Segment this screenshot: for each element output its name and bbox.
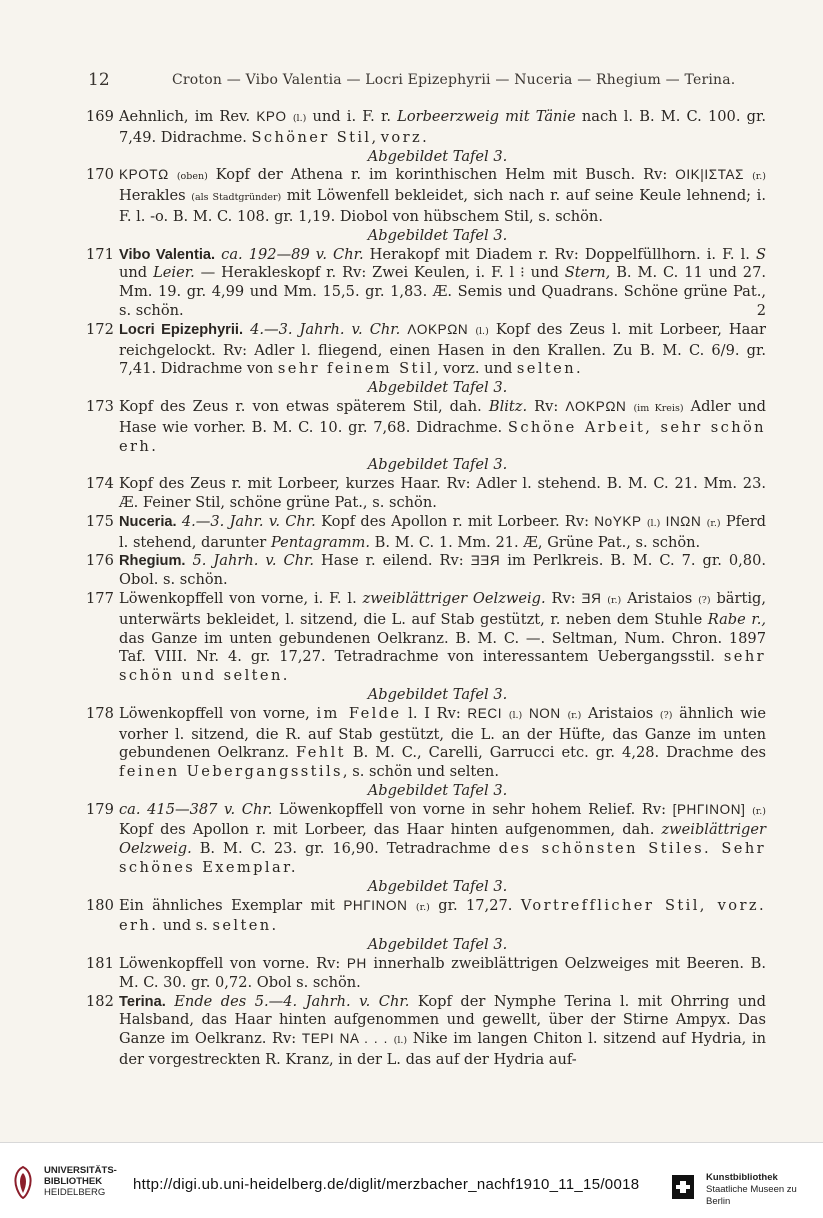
entry-text: Kopf des Zeus r. von etwas späterem Stil, dah. Blitz. Rv: ΛOKPΩN (im Kreis) Adler und Hase wie vorher. B. M. C. 10. gr. 7,68. Didrachme. Schöne Arbeit, sehr schön erh. bbox=[119, 397, 766, 455]
catalogue-entry bbox=[86, 321, 766, 398]
entry-text: Nuceria. 4.—3. Jahr. v. Chr. Kopf des Apollon r. mit Lorbeer. Rv: NoYKP (l.) INΩN (r.) Pferd l. stehend, darunter Pentagramm. B. M. C. 1. Mm. 21. Æ, Grüne Pat., s. schön. bbox=[119, 512, 767, 551]
plate-caption: Abgebildet Tafel 3. bbox=[367, 226, 508, 244]
plate-caption: Abgebildet Tafel 3. bbox=[367, 456, 508, 474]
entry-text: Locri Epizephyrii. 4.—3. Jahrh. v. Chr. ΛOKPΩN (l.) Kopf des Zeus l. mit Lorbeer, Haar reichgelockt. Rv: Adler l. fliegend, einen Hasen in den Krallen. Zu B. M. C. 6/9. gr. 7,41. Didrachme von sehr feinem Stil, vorz. und selten. bbox=[119, 320, 767, 378]
entry-number: 170 bbox=[86, 166, 114, 184]
entry-number: 171 bbox=[86, 245, 114, 263]
entry-text: Terina. Ende des 5.—4. Jahrh. v. Chr. Kopf der Nymphe Terina l. mit Ohrring und Halsband, das Haar hinten aufgenommen und gewellt, über der Stirne Ampyx. Das Ganze im Oelkranz. Rv: TEPI NA . . . (l.) Nike im langen Chiton l. sitzend auf Hydria, in der vorgestreckten R. Kranz, in der L. das auf der Hydria auf- bbox=[119, 992, 767, 1069]
plate-caption: Abgebildet Tafel 3. bbox=[367, 781, 508, 799]
entry-number: 180 bbox=[86, 896, 114, 914]
catalogue-entry bbox=[86, 108, 766, 166]
university-library-logo-icon bbox=[10, 1165, 36, 1199]
entry-text: Löwenkopffell von vorne, i. F. l. zweiblättriger Oelzweig. Rv: ƎЯ (r.) Aristaios (?) bärtig, unterwärts bekleidet, l. sitzend, die L. auf Stab gestützt, r. neben dem Stuhle Rabe r., das Ganze im unten gebundenen Oelkranz. B. M. C. —. Seltman, Num. Chron. 1897 Taf. VIII. Nr. 4. gr. 17,27. Tetradrachme von interessantem Uebergangsstil. sehr schön und selten. bbox=[119, 589, 766, 685]
entry-text: Kopf des Zeus r. mit Lorbeer, kurzes Haar. Rv: Adler l. stehend. B. M. C. 21. Mm. 23. Æ. Feiner Stil, schöne grüne Pat., s. schön. bbox=[119, 475, 766, 511]
entry-number: 181 bbox=[86, 955, 114, 973]
entry-text: ca. 415—387 v. Chr. Löwenkopffell von vorne in sehr hohem Relief. Rv: [PHΓINON] (r.) Kopf des Apollon r. mit Lorbeer, das Haar hinten aufgenommen, dah. zweiblättriger Oelzweig. B. M. C. 23. gr. 16,90. Tetradrachme des schönsten Stiles. Sehr schönes Exemplar. bbox=[119, 800, 766, 877]
entry-text: Rhegium. 5. Jahrh. v. Chr. Hase r. eilend. Rv: ƎƎЯ im Perlkreis. B. M. C. 7. gr. 0,80. Obol. s. schön. bbox=[119, 552, 766, 589]
plate-caption: Abgebildet Tafel 3. bbox=[367, 379, 508, 397]
catalogue-entry bbox=[86, 166, 766, 245]
catalogue-entry bbox=[86, 398, 766, 475]
kunstbibliothek-logo-icon bbox=[670, 1173, 696, 1201]
catalogue-entry bbox=[86, 552, 766, 590]
page-header bbox=[88, 70, 768, 92]
plate-caption: Abgebildet Tafel 3. bbox=[367, 877, 508, 895]
catalogue-entries bbox=[86, 108, 766, 1070]
catalogue-entry bbox=[86, 705, 766, 801]
entry-number: 173 bbox=[86, 397, 114, 415]
catalogue-entry bbox=[86, 897, 766, 955]
university-library-name: UNIVERSITÄTS- BIBLIOTHEK HEIDELBERG bbox=[44, 1165, 117, 1198]
lot-count: 2 bbox=[756, 301, 766, 319]
permalink-url[interactable]: http://digi.ub.uni-heidelberg.de/diglit/merzbacher_nachf1910_11_15/0018 bbox=[133, 1176, 640, 1193]
entry-number: 175 bbox=[86, 512, 114, 530]
running-title: Croton — Vibo Valentia — Locri Epizephyrii — Nuceria — Rhegium — Terina. bbox=[172, 72, 736, 88]
entry-number: 169 bbox=[86, 108, 114, 125]
catalogue-entry bbox=[86, 513, 766, 553]
catalogue-entry bbox=[86, 955, 766, 993]
entry-text: Ein ähnliches Exemplar mit PHΓINON (r.) gr. 17,27. Vortrefflicher Stil, vorz. erh. und s. selten. bbox=[119, 896, 766, 935]
plate-caption: Abgebildet Tafel 3. bbox=[367, 147, 508, 165]
entry-number: 176 bbox=[86, 552, 114, 570]
entry-text: Löwenkopffell von vorne, im Felde l. I Rv: RECI (l.) NON (r.) Aristaios (?) ähnlich wie vorher l. sitzend, die R. auf Stab gestützt, die L. an der Hüfte, das Ganze im unten gebundenen Oelkranz. Fehlt B. M. C., Carelli, Garrucci etc. gr. 4,28. Drachme des feinen Uebergangsstils, s. schön und selten. bbox=[119, 704, 767, 781]
page-number: 12 bbox=[88, 70, 110, 90]
catalogue-entry bbox=[86, 246, 766, 321]
entry-number: 179 bbox=[86, 800, 114, 818]
plate-caption: Abgebildet Tafel 3. bbox=[367, 936, 508, 954]
entry-number: 177 bbox=[86, 589, 114, 607]
plate-caption: Abgebildet Tafel 3. bbox=[367, 685, 508, 703]
entry-text: Vibo Valentia. ca. 192—89 v. Chr. Herakopf mit Diadem r. Rv: Doppelfüllhorn. i. F. l. S und Leier. — Herakleskopf r. Rv: Zwei Keulen, i. F. l ⁝ und Stern, B. M. C. 11 und 27. Mm. 19. gr. 4,99 und Mm. 15,5. gr. 1,83. Æ. Semis und Quadrans. Schöne grüne Pat., s. schön. 2 bbox=[119, 245, 767, 319]
entry-number: 174 bbox=[86, 475, 114, 493]
catalogue-entry bbox=[86, 801, 766, 897]
kunstbibliothek-name: Kunstbibliothek Staatliche Museen zu Berlin bbox=[706, 1172, 797, 1207]
entry-number: 182 bbox=[86, 992, 114, 1010]
entry-text: KPOTΩ (oben) Kopf der Athena r. im korinthischen Helm mit Busch. Rv: OIK|IΣTAΣ (r.) Herakles (als Stadtgründer) mit Löwenfell bekleidet, sich nach r. auf seine Keule lehnend; i. F. l. -o. B. M. C. 108. gr. 1,19. Diobol von hübschem Stil, s. schön. bbox=[119, 166, 767, 225]
entry-text: Aehnlich, im Rev. KPO (l.) und i. F. r. Lorbeerzweig mit Tänie nach l. B. M. C. 100. gr. 7,49. Didrachme. Schöner Stil, vorz. bbox=[119, 108, 767, 146]
entry-number: 178 bbox=[86, 704, 114, 722]
catalogue-entry bbox=[86, 993, 766, 1070]
entry-text: Löwenkopffell von vorne. Rv: PH innerhalb zweiblättrigen Oelzweiges mit Beeren. B. M. C. 30. gr. 0,72. Obol s. schön. bbox=[119, 955, 766, 991]
catalogue-entry bbox=[86, 475, 766, 513]
viewer-footer bbox=[0, 1142, 823, 1218]
catalogue-entry bbox=[86, 590, 766, 705]
entry-number: 172 bbox=[86, 320, 114, 338]
